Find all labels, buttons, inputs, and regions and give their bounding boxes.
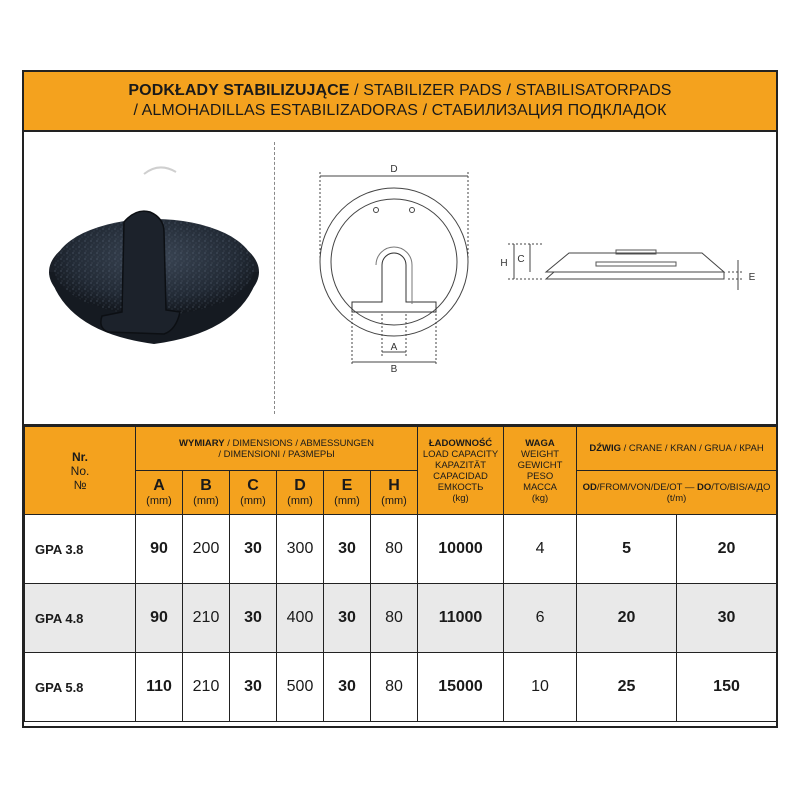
- nr-l2: No.: [70, 463, 90, 478]
- crane-bold: DŹWIG: [589, 443, 622, 454]
- col-H-letter: H: [388, 477, 400, 494]
- cell-load: 15000: [418, 653, 504, 722]
- cell-C: 30: [230, 584, 277, 653]
- cell-weight: 4: [504, 515, 577, 584]
- cell-weight: 10: [504, 653, 577, 722]
- weight-header: [504, 427, 577, 515]
- figure-area: [24, 132, 776, 426]
- col-E-unit: (mm): [334, 495, 360, 507]
- col-E-header: [324, 471, 371, 515]
- col-C-header: [230, 471, 277, 515]
- load-l2: LOAD CAPACITY: [422, 448, 499, 460]
- crane-dash: —: [682, 481, 698, 493]
- col-D-header: [277, 471, 324, 515]
- table-row: [25, 515, 777, 584]
- side-view-drawing: [508, 244, 744, 290]
- cell-B: 210: [183, 584, 230, 653]
- cell-A: 110: [136, 653, 183, 722]
- cell-load: 11000: [418, 584, 504, 653]
- cell-crane-from: 25: [577, 653, 677, 722]
- crane-header: [577, 427, 777, 471]
- cell-crane-to: 30: [677, 584, 777, 653]
- title-line2: / ALMOHADILLAS ESTABILIZADORAS / СТАБИЛИЗАЦИЯ ПОДКЛАДОК: [133, 102, 667, 119]
- cell-E: 30: [324, 653, 371, 722]
- crane-to-rest: /TO/BIS/A/ДО: [711, 481, 771, 493]
- cell-C: 30: [230, 653, 277, 722]
- crane-to-bold: DO: [697, 481, 712, 493]
- product-sheet: [22, 70, 778, 728]
- nr-l3: №: [73, 477, 87, 492]
- cell-load: 10000: [418, 515, 504, 584]
- cell-D: 500: [277, 653, 324, 722]
- col-A-letter: A: [153, 477, 165, 494]
- col-D-unit: (mm): [287, 495, 313, 507]
- top-view-drawing: [320, 172, 468, 366]
- cell-A: 90: [136, 584, 183, 653]
- spec-table: [24, 426, 777, 722]
- nr-l1: Nr.: [71, 449, 88, 464]
- col-C-unit: (mm): [240, 495, 266, 507]
- weight-l6: (kg): [531, 492, 549, 504]
- title-banner: [24, 72, 776, 132]
- load-l6: (kg): [452, 492, 469, 504]
- cell-C: 30: [230, 515, 277, 584]
- pad-photo: [49, 167, 259, 344]
- title-rest: / STABILIZER PADS / STABILISATORPADS: [349, 82, 672, 99]
- dim-C-label: C: [517, 254, 525, 265]
- crane-from-rest: /FROM/VON/DE/OT: [596, 481, 683, 493]
- cell-B: 200: [183, 515, 230, 584]
- dim-B-label: B: [390, 364, 398, 375]
- figure-divider: [274, 142, 275, 414]
- col-E-letter: E: [341, 477, 353, 494]
- weight-l4: PESO: [526, 470, 554, 482]
- load-l1: ŁADOWNOŚĆ: [428, 437, 493, 449]
- dimensions-l2: / DIMENSIONI / РАЗМЕРЫ: [218, 448, 335, 460]
- row-name: GPA 4.8: [25, 584, 136, 653]
- load-header: [418, 427, 504, 515]
- dim-H-label: H: [500, 258, 508, 269]
- row-name: GPA 3.8: [25, 515, 136, 584]
- col-B-unit: (mm): [193, 495, 219, 507]
- cell-E: 30: [324, 515, 371, 584]
- cell-D: 400: [277, 584, 324, 653]
- load-l5: ЕМКОСТЬ: [437, 481, 484, 493]
- cell-crane-to: 20: [677, 515, 777, 584]
- weight-l5: МАССА: [523, 481, 557, 493]
- cell-A: 90: [136, 515, 183, 584]
- col-A-header: [136, 471, 183, 515]
- title-bold: PODKŁADY STABILIZUJĄCE: [128, 82, 350, 99]
- cell-H: 80: [371, 515, 418, 584]
- row-name: GPA 5.8: [25, 653, 136, 722]
- cell-crane-from: 5: [577, 515, 677, 584]
- col-B-header: [183, 471, 230, 515]
- dim-E-label: E: [748, 272, 756, 283]
- cell-D: 300: [277, 515, 324, 584]
- col-H-header: [371, 471, 418, 515]
- col-H-unit: (mm): [381, 495, 407, 507]
- weight-l3: GEWICHT: [517, 459, 563, 471]
- crane-from-bold: OD: [582, 481, 597, 493]
- table-row: [25, 653, 777, 722]
- weight-l2: WEIGHT: [521, 448, 560, 460]
- cell-crane-from: 20: [577, 584, 677, 653]
- crane-unit: (t/m): [666, 492, 687, 504]
- cell-H: 80: [371, 653, 418, 722]
- dimensions-rest: / DIMENSIONS / ABMESSUNGEN: [224, 437, 374, 449]
- dim-D-label: D: [390, 164, 398, 175]
- cell-B: 210: [183, 653, 230, 722]
- cell-E: 30: [324, 584, 371, 653]
- load-l3: KAPAZITÄT: [435, 459, 487, 471]
- crane-range-header: [577, 471, 777, 515]
- load-l4: CAPACIDAD: [433, 470, 488, 482]
- col-B-letter: B: [200, 477, 212, 494]
- dimensions-bold: WYMIARY: [179, 437, 225, 449]
- col-C-letter: C: [247, 477, 259, 494]
- cell-crane-to: 150: [677, 653, 777, 722]
- rope-handle: [144, 167, 176, 174]
- crane-rest: / CRANE / KRAN / GRUA / КРАН: [621, 443, 764, 454]
- col-A-unit: (mm): [146, 495, 172, 507]
- cell-H: 80: [371, 584, 418, 653]
- nr-header: [25, 427, 136, 515]
- illustration: [24, 132, 776, 424]
- col-D-letter: D: [294, 477, 306, 494]
- dimensions-header: [136, 427, 418, 471]
- weight-l1: WAGA: [525, 437, 555, 449]
- table-row: [25, 584, 777, 653]
- dim-A-label: A: [390, 342, 398, 353]
- cell-weight: 6: [504, 584, 577, 653]
